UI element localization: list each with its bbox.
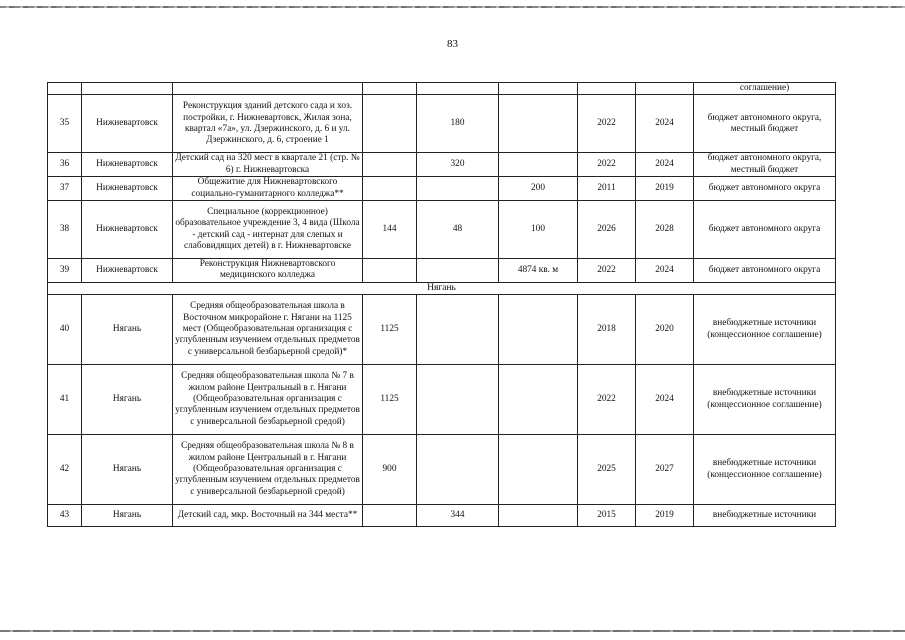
cell-c2 [417,177,499,201]
cell-start: 2025 [578,435,636,505]
cell-city: Нижневартовск [82,259,173,283]
cell-source: внебюджетные источники (концессионное соглашение) [694,435,836,505]
cell-start: 2018 [578,295,636,365]
table-row [48,435,836,505]
cell-end: 2019 [636,177,694,201]
cell-c2: 344 [417,505,499,527]
table-body-after [48,295,836,527]
cell-c3: 4874 кв. м [499,259,578,283]
cell-name: Средняя общеобразовательная школа № 7 в жилом районе Центральный в г. Нягани (Общеобразовательная организация с углубленным изучением отдельных предметов с универсальной безбарьерной средой) [173,365,363,435]
cell-c1 [363,177,417,201]
cell-city: Нижневартовск [82,95,173,153]
cell-source: внебюджетные источники [694,505,836,527]
cell-city: Нижневартовск [82,153,173,177]
cell-source: внебюджетные источники (концессионное соглашение) [694,295,836,365]
cell-end: 2024 [636,259,694,283]
scan-edge-top [0,6,905,8]
cell-end: 2019 [636,505,694,527]
cell-city: Нягань [82,365,173,435]
cell-name: Общежитие для Нижневартовского социально-гуманитарного колледжа** [173,177,363,201]
cell-end: 2028 [636,201,694,259]
cell-city: Нижневартовск [82,201,173,259]
cell-c1: 1125 [363,365,417,435]
table-row [48,295,836,365]
cell-start: 2022 [578,153,636,177]
table-row [48,201,836,259]
cell-c2: 180 [417,95,499,153]
cell-name: Детский сад, мкр. Восточный на 344 места** [173,505,363,527]
cell-c1: 144 [363,201,417,259]
cell-end: 2027 [636,435,694,505]
cell-source: бюджет автономного округа [694,201,836,259]
cell-n: 35 [48,95,82,153]
page-number: 83 [447,38,458,50]
table-row [48,177,836,201]
cell-c3 [499,95,578,153]
table-row [48,365,836,435]
cell-c3: 100 [499,201,578,259]
cell-end: 2024 [636,95,694,153]
cell-c1 [363,153,417,177]
section-row [48,282,836,294]
cell-city: Нижневартовск [82,177,173,201]
cell-name: Средняя общеобразовательная школа № 8 в жилом районе Центральный в г. Нягани (Общеобразовательная организация с углубленным изучением отдельных предметов с универсальной безбарьерной средой) [173,435,363,505]
cell-name: Реконструкция зданий детского сада и хоз. постройки, г. Нижневартовск, Жилая зона, квартал «7а», ул. Дзержинского, д. 6 и ул. Дзержинского, д. 6, строение 1 [173,95,363,153]
cell-start: 2015 [578,505,636,527]
cell-n: 43 [48,505,82,527]
cell-c3 [499,153,578,177]
cell-n: 38 [48,201,82,259]
cell-n: 42 [48,435,82,505]
cell-c1 [363,505,417,527]
cell-c2 [417,435,499,505]
cell-n: 37 [48,177,82,201]
cell-start: 2011 [578,177,636,201]
cell-source: бюджет автономного округа [694,177,836,201]
cell-end: 2024 [636,365,694,435]
cell-c2 [417,259,499,283]
cell-n: 36 [48,153,82,177]
cell-name: Специальное (коррекционное) образовательное учреждение 3, 4 вида (Школа - детский сад - интернат для слепых и слабовидящих детей) в г. Нижневартовске [173,201,363,259]
cell-source: бюджет автономного округа, местный бюджет [694,153,836,177]
cell-c1: 900 [363,435,417,505]
cell-c1 [363,95,417,153]
cell-c1 [363,259,417,283]
cell-city: Нягань [82,295,173,365]
cell-city: Нягань [82,435,173,505]
table-body-before [48,83,836,283]
cell-n: 41 [48,365,82,435]
cell-source: бюджет автономного округа, местный бюджет [694,95,836,153]
table-row [48,95,836,153]
cell-source: внебюджетные источники (концессионное соглашение) [694,365,836,435]
cell-c2 [417,365,499,435]
cell-c2 [417,295,499,365]
objects-table [47,82,836,527]
cell-c2: 48 [417,201,499,259]
table-row [48,153,836,177]
cell-n: 40 [48,295,82,365]
cell-c1: 1125 [363,295,417,365]
cell-c3 [499,435,578,505]
carry-over-row [48,83,836,95]
cell-name: Детский сад на 320 мест в квартале 21 (стр. № 6) г. Нижневартовска [173,153,363,177]
cell-city: Нягань [82,505,173,527]
cell-end: 2020 [636,295,694,365]
cell-c3 [499,365,578,435]
cell-start: 2022 [578,365,636,435]
cell-start: 2022 [578,259,636,283]
cell-c3: 200 [499,177,578,201]
cell-c3 [499,295,578,365]
cell-c2: 320 [417,153,499,177]
carry-over-cell: соглашение) [694,83,836,95]
scan-edge-bottom [0,630,905,632]
section-title: Нягань [48,282,836,294]
cell-end: 2024 [636,153,694,177]
cell-n: 39 [48,259,82,283]
table-row [48,505,836,527]
cell-start: 2022 [578,95,636,153]
cell-name: Средняя общеобразовательная школа в Восточном микрорайоне г. Нягани на 1125 мест (Общеобразовательная организация с углубленным изучением отдельных предметов с универсальной безбарьерной средой)* [173,295,363,365]
cell-name: Реконструкция Нижневартовского медицинского колледжа [173,259,363,283]
cell-c3 [499,505,578,527]
cell-source: бюджет автономного округа [694,259,836,283]
cell-start: 2026 [578,201,636,259]
table-row [48,259,836,283]
